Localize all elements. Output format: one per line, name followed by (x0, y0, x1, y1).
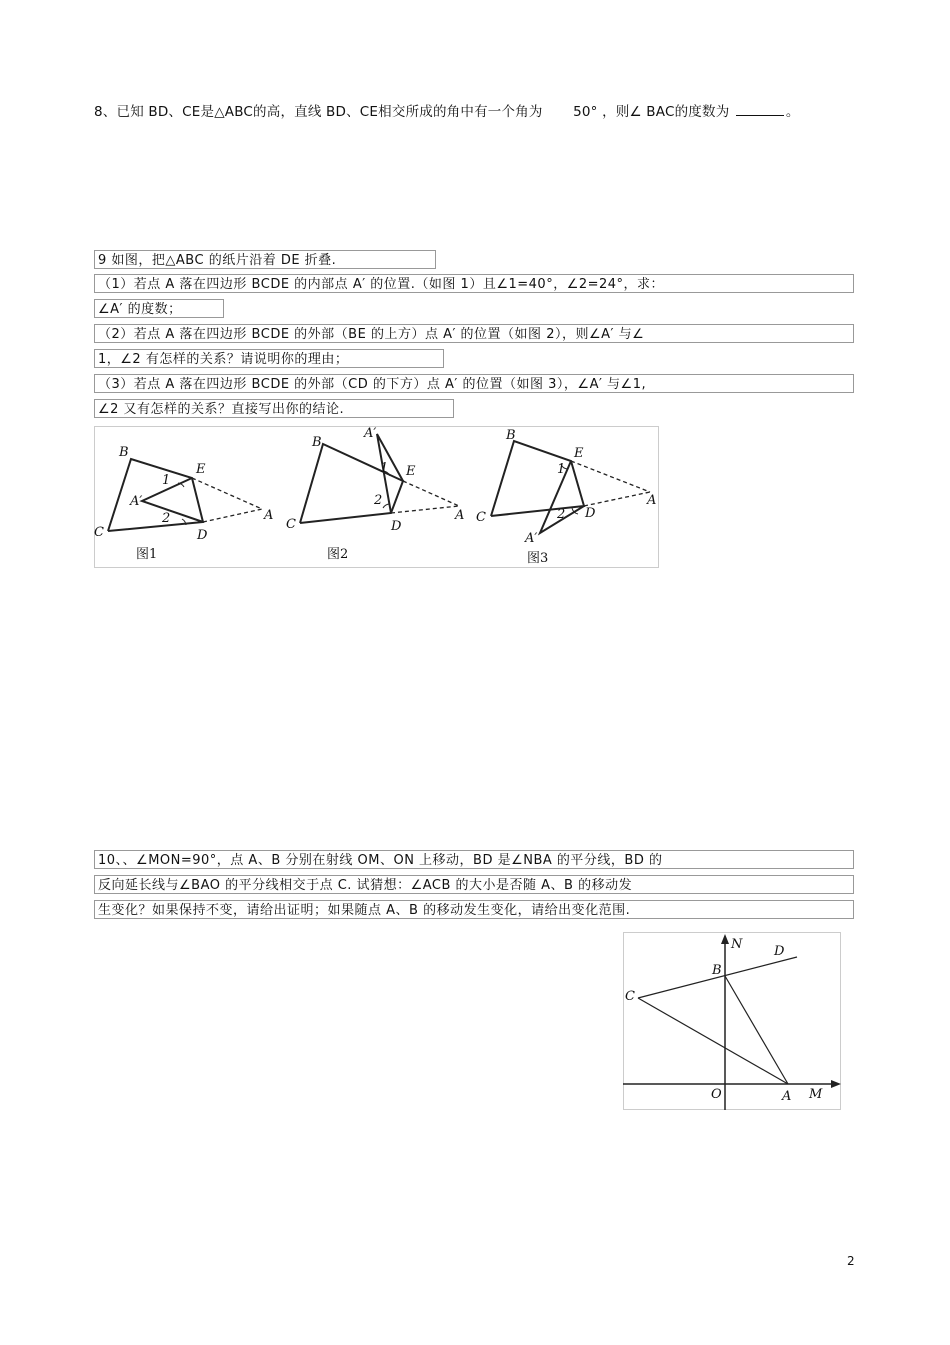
fig2-label-1: 1 (380, 461, 389, 476)
q9-figure (94, 426, 659, 568)
fig3-label-1: 1 (557, 462, 566, 477)
q10-label-m: M (809, 1087, 823, 1102)
q10-label-c: C (625, 989, 635, 1004)
fig3-caption: 图3 (527, 551, 549, 566)
q8-end: 。 (785, 104, 800, 120)
q8-angle: 50° (573, 104, 598, 120)
fig2-label-b: B (312, 435, 322, 450)
fig2-label-c: C (286, 517, 296, 532)
q9-line-4: 1，∠2 有怎样的关系？请说明你的理由； (94, 349, 444, 368)
fig3-label-aprime: A′ (525, 531, 538, 546)
q10-line-1: 反向延长线与∠BAO 的平分线相交于点 C. 试猜想：∠ACB 的大小是否随 A、B 的移动发 (94, 875, 854, 894)
fig3-label-b: B (506, 428, 516, 443)
fig3-label-a: A (647, 493, 657, 508)
fig1-label-b: B (119, 445, 129, 460)
fig2-dash-ea (403, 481, 459, 506)
q10-line-ca (638, 998, 788, 1084)
q10-arrow-m-icon (831, 1080, 841, 1088)
fig1-label-e: E (196, 462, 206, 477)
q10-figure-frame (624, 933, 841, 1110)
q9-fig2 (300, 434, 459, 523)
fig3-label-d: D (585, 506, 596, 521)
fig1-label-a: A (264, 508, 274, 523)
q10-figure (623, 932, 841, 1110)
fig2-quad-bcde (300, 444, 403, 523)
q10-label-a: A (782, 1089, 792, 1104)
fig3-dash-ea (571, 461, 650, 492)
q9-line-6: ∠2 又有怎样的关系？直接写出你的结论. (94, 399, 454, 418)
fig1-caption: 图1 (136, 547, 158, 562)
page-number: 2 (847, 1254, 855, 1268)
fig1-label-d: D (197, 528, 208, 543)
q9-line-3: （2）若点 A 落在四边形 BCDE 的外部（BE 的上方）点 A′ 的位置（如图 2），则∠A′ 与∠ (94, 324, 854, 343)
fig2-label-a: A (455, 508, 465, 523)
question-8 (94, 100, 864, 120)
fig3-label-2: 2 (557, 507, 566, 522)
fig2-caption: 图2 (327, 547, 349, 562)
fig3-quad-bcde (491, 441, 584, 516)
q9-line-2: ∠A′ 的度数； (94, 299, 224, 318)
fig3-label-c: C (476, 510, 486, 525)
fig1-label-c: C (94, 525, 104, 540)
fig2-label-aprime: A′ (364, 426, 377, 441)
fig2-label-e: E (406, 464, 416, 479)
q10-line-2: 生变化？如果保持不变，请给出证明；如果随点 A、B 的移动发生变化，请给出变化范围. (94, 900, 854, 919)
q8-text-after: ，则∠ BAC的度数为 (602, 104, 730, 120)
fig1-label-1: 1 (162, 473, 171, 488)
q9-line-0: 9 如图，把△ABC 的纸片沿着 DE 折叠. (94, 250, 436, 269)
q10-label-n: N (731, 937, 743, 952)
q8-answer-blank[interactable] (736, 102, 784, 116)
fig2-label-d: D (391, 519, 402, 534)
q9-line-1: （1）若点 A 落在四边形 BCDE 的内部点 A′ 的位置.（如图 1）且∠1=40°，∠2=24°，求： (94, 274, 854, 293)
fig2-label-2: 2 (374, 493, 383, 508)
q10-line-0: 10、、∠MON=90°，点 A、B 分别在射线 OM、ON 上移动，BD 是∠NBA 的平分线，BD 的 (94, 850, 854, 869)
q9-fig3 (491, 441, 650, 533)
q10-label-d: D (774, 944, 785, 959)
q10-label-b: B (712, 963, 722, 978)
fig2-dash-da (391, 506, 459, 513)
q8-text-before: 8、已知 BD、CE是△ABC的高，直线 BD、CE相交所成的角中有一个角为 (94, 104, 543, 120)
q10-arrow-n-icon (721, 934, 729, 944)
fig1-dash-ea (192, 478, 262, 509)
q10-line-ba (725, 976, 788, 1084)
q10-label-o: O (711, 1087, 722, 1102)
fig1-dash-da (203, 509, 262, 522)
fig3-dash-da (584, 492, 650, 506)
q9-line-5: （3）若点 A 落在四边形 BCDE 的外部（CD 的下方）点 A′ 的位置（如图 3），∠A′ 与∠1, (94, 374, 854, 393)
fig3-label-e: E (574, 446, 584, 461)
fig1-label-aprime: A′ (130, 494, 143, 509)
fig1-label-2: 2 (162, 511, 171, 526)
